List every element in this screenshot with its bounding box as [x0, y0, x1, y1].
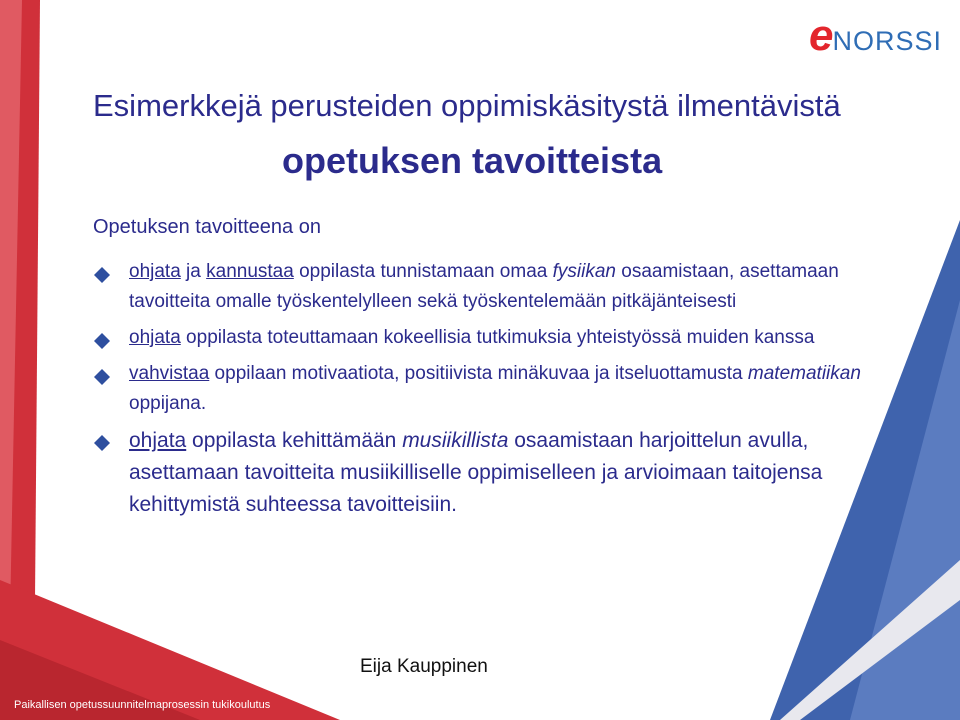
diamond-bullet-icon — [93, 266, 111, 284]
slide-title-line-2: opetuksen tavoitteista — [282, 140, 663, 181]
diamond-bullet-icon — [93, 434, 111, 452]
enorssi-logo — [808, 11, 942, 60]
list-item — [93, 425, 873, 521]
footer-text: Paikallisen opetussuunnitelmaprosessin tukikoulutus — [14, 699, 271, 711]
bullet-text-fragment: oppilasta kehittämään — [186, 429, 403, 452]
list-item — [93, 323, 873, 353]
author-name: Eija Kauppinen — [360, 656, 488, 677]
list-item — [93, 257, 873, 317]
bullet-text-fragment: oppijana. — [129, 393, 207, 414]
bullet-text-fragment: ja — [180, 261, 207, 282]
bullet-list — [93, 257, 873, 529]
bullet-text-fragment: ohjata — [129, 327, 181, 348]
list-item — [93, 359, 873, 419]
slide-title-line-1: Esimerkkejä perusteiden oppimiskäsitystä ilmentävistä — [93, 88, 841, 123]
bullet-text-fragment: kannustaa — [206, 261, 294, 282]
bullet-text-fragment: vahvistaa — [129, 363, 210, 384]
bullet-text-fragment: oppilaan motivaatiota, positiivista minäkuvaa ja itseluottamusta — [209, 363, 748, 384]
logo-text: NORSSI — [832, 26, 942, 56]
bullet-text-fragment: oppilasta tunnistamaan omaa — [293, 261, 553, 282]
diamond-bullet-icon — [93, 368, 111, 386]
bullet-text-fragment: ohjata — [129, 429, 187, 452]
bullet-text-fragment: matematiikan — [747, 363, 861, 384]
bullet-text-fragment: fysiikan — [552, 261, 616, 282]
intro-text: Opetuksen tavoitteena on — [93, 216, 321, 238]
bullet-text-fragment: osaamistaan harjoittelun avulla, asettamaan tavoitteita musiikilliselle oppimiselleen ja arvioimaan taitojensa kehittymistä suhteessa tavoitteisiin. — [129, 429, 823, 516]
diamond-bullet-icon — [93, 332, 111, 350]
bullet-text-fragment: musiikillista — [402, 429, 509, 452]
bullet-text-fragment: ohjata — [129, 261, 181, 282]
bullet-text-fragment: oppilasta toteuttamaan kokeellisia tutkimuksia yhteistyössä muiden kanssa — [180, 327, 815, 348]
logo-letter: e — [808, 11, 834, 60]
bullet-text-fragment: osaamistaan, asettamaan tavoitteita omalle työskentelylleen sekä työskentelemään pitkäjänteisesti — [129, 261, 839, 312]
